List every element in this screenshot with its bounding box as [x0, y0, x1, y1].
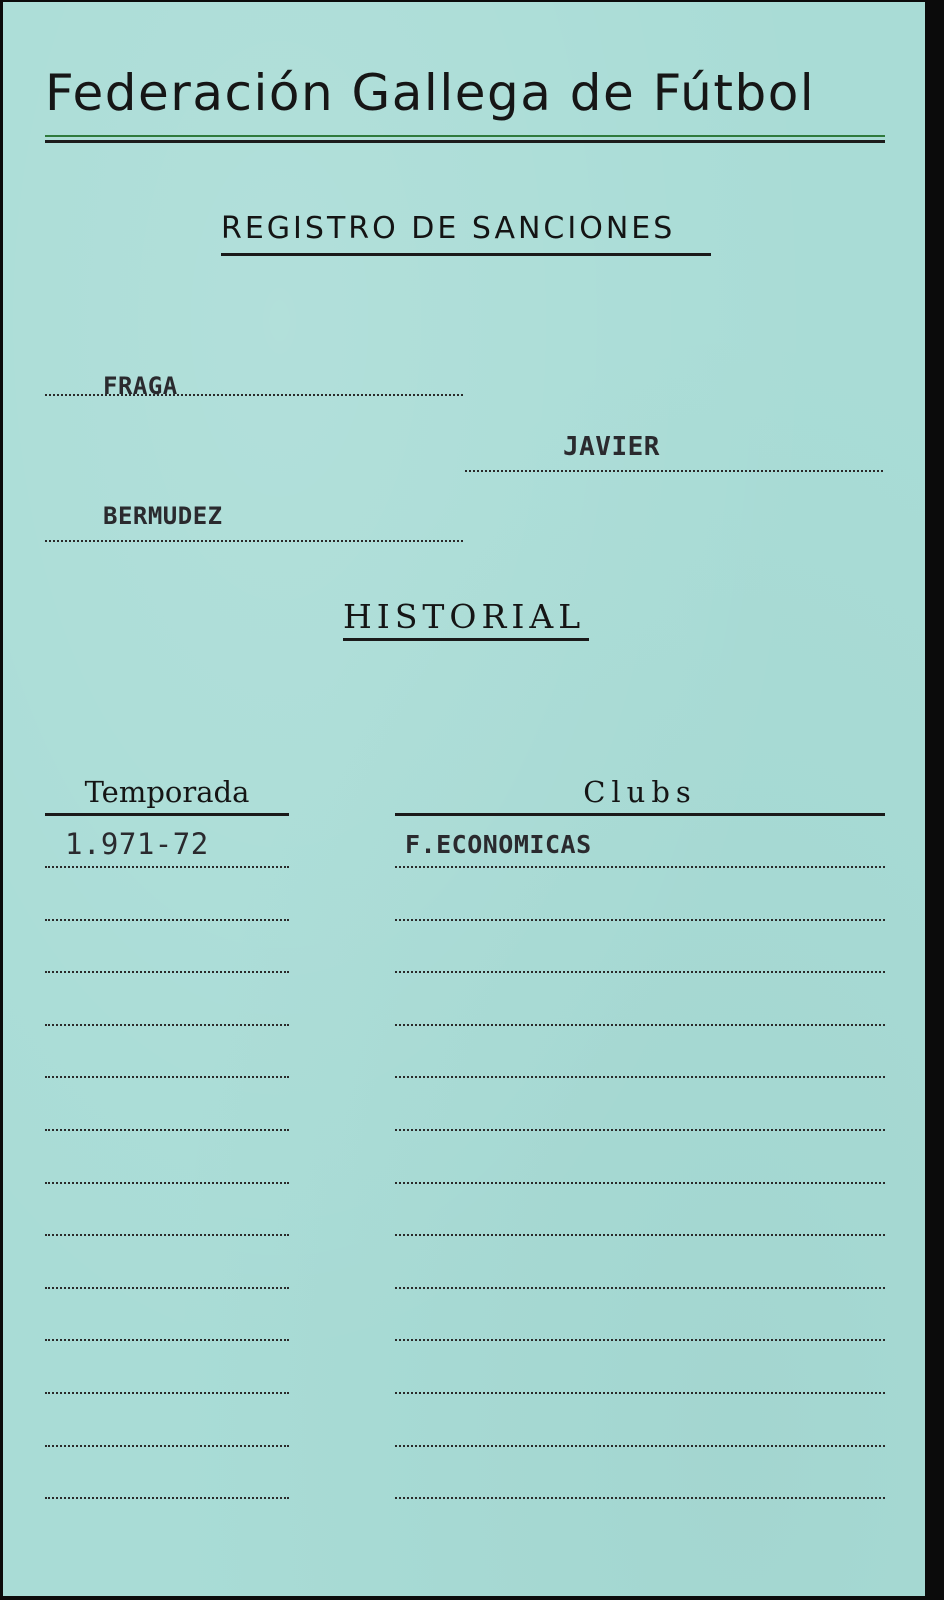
second-surname-value: BERMUDEZ [103, 502, 223, 530]
club-line [395, 971, 885, 973]
club-line [395, 1339, 885, 1341]
season-line [45, 1129, 289, 1131]
season-line [45, 971, 289, 973]
club-line [395, 919, 885, 921]
club-line [395, 1392, 885, 1394]
sanction-record-card [3, 2, 925, 1596]
first-surname-value: FRAGA [103, 372, 178, 400]
given-name-value: JAVIER [563, 432, 660, 462]
season-line [45, 1182, 289, 1184]
season-line [45, 1339, 289, 1341]
club-line [395, 1024, 885, 1026]
season-value: 1.971-72 [65, 827, 209, 861]
season-column-rule [45, 813, 289, 816]
clubs-column-rule [395, 813, 885, 816]
season-line [45, 866, 289, 868]
club-line [395, 866, 885, 868]
subtitle-underline [221, 253, 711, 256]
season-line [45, 1234, 289, 1236]
form-subtitle: REGISTRO DE SANCIONES [221, 211, 676, 246]
season-line [45, 1076, 289, 1078]
club-line [395, 1076, 885, 1078]
clubs-column-header: Clubs [583, 775, 697, 809]
history-heading-underline [343, 638, 589, 641]
club-line [395, 1497, 885, 1499]
first-surname-line [45, 394, 463, 396]
season-line [45, 919, 289, 921]
club-line [395, 1129, 885, 1131]
history-heading: HISTORIAL [343, 597, 586, 636]
club-line [395, 1287, 885, 1289]
season-line [45, 1497, 289, 1499]
title-underline-green [45, 135, 885, 137]
season-line [45, 1287, 289, 1289]
federation-title: Federación Gallega de Fútbol [45, 64, 816, 122]
club-line [395, 1234, 885, 1236]
club-line [395, 1182, 885, 1184]
club-line [395, 1445, 885, 1447]
title-underline-black [45, 140, 885, 143]
given-name-line [465, 470, 883, 472]
season-line [45, 1024, 289, 1026]
season-line [45, 1445, 289, 1447]
season-column-header: Temporada [84, 775, 250, 809]
second-surname-line [45, 540, 463, 542]
season-line [45, 1392, 289, 1394]
club-value: F.ECONOMICAS [405, 830, 592, 859]
